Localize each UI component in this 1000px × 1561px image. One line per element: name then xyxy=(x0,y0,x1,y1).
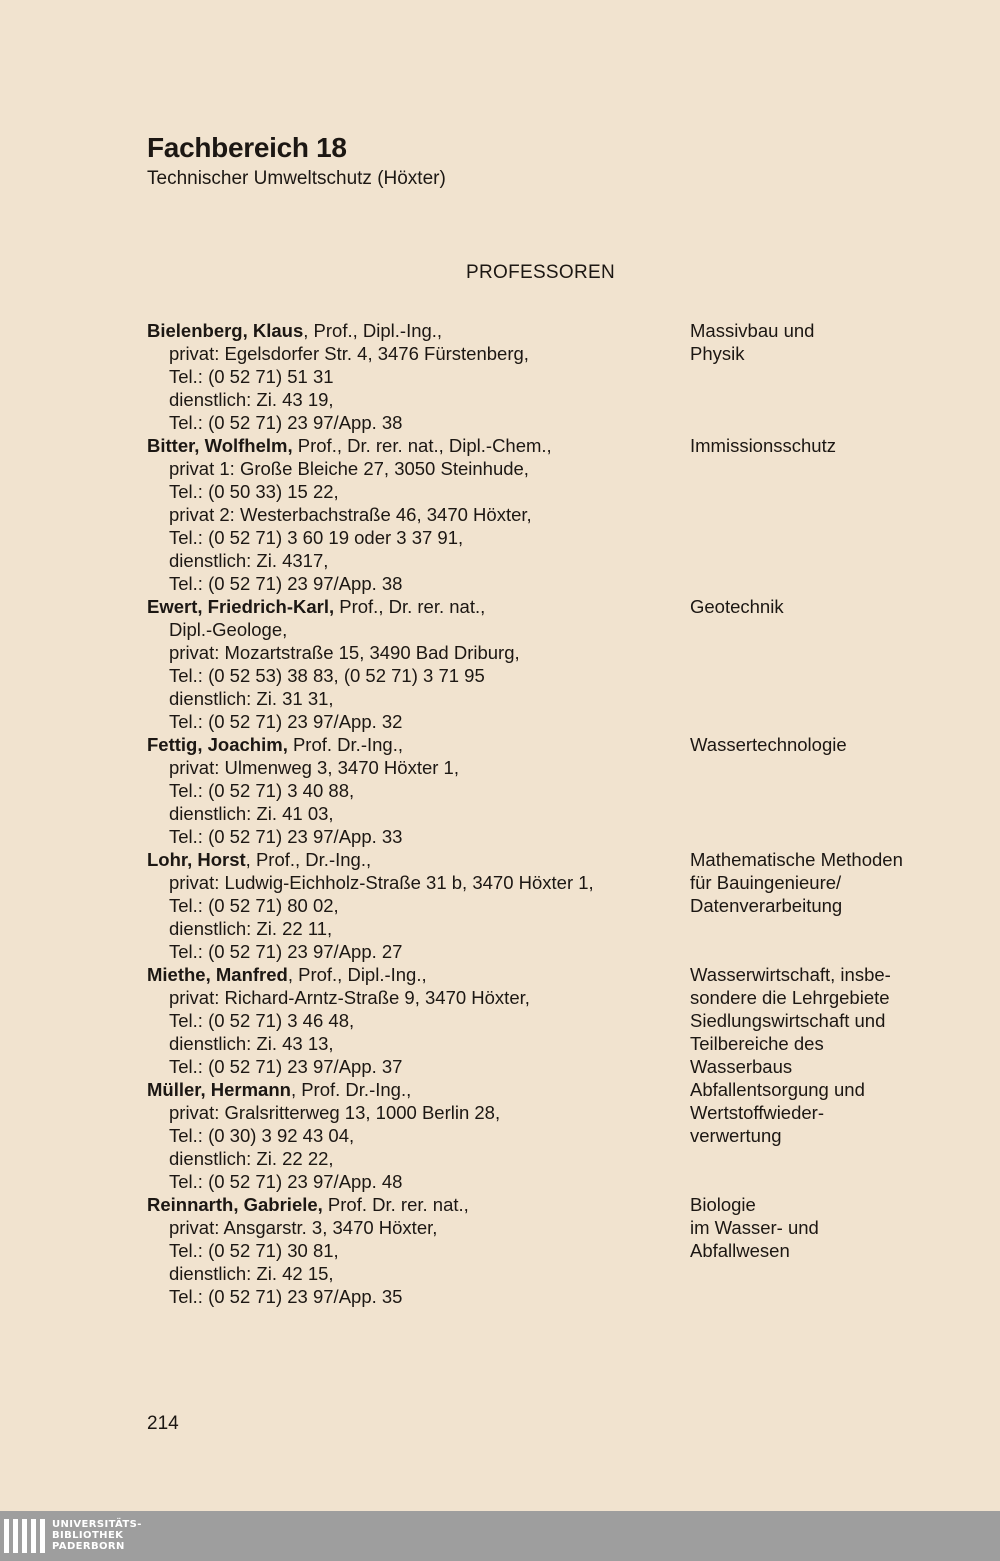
contact-line: Tel.: (0 52 71) 23 97/App. 38 xyxy=(169,573,403,594)
professor-name-line xyxy=(147,595,690,618)
faculty-subtitle: Technischer Umweltschutz (Höxter) xyxy=(147,168,446,189)
contact-line: Tel.: (0 52 71) 51 31 xyxy=(169,366,334,387)
professor-name: Bitter, Wolfhelm, xyxy=(147,435,293,456)
professor-given-name: , Klaus xyxy=(242,320,304,341)
professor-title: Prof., Dr. rer. nat., Dipl.-Chem., xyxy=(292,435,552,456)
subject-area xyxy=(690,848,935,963)
professor-list xyxy=(147,319,937,1308)
professor-name: Miethe, Manfred xyxy=(147,964,288,985)
professor-entry xyxy=(147,1193,937,1308)
subject-line: verwertung xyxy=(690,1125,782,1146)
contact-line: Tel.: (0 52 71) 30 81, xyxy=(169,1240,339,1261)
professor-title: , Prof., Dipl.-Ing., xyxy=(303,320,443,341)
contact-line: privat: Mozartstraße 15, 3490 Bad Driburg, xyxy=(169,642,520,663)
contact-line: dienstlich: Zi. 41 03, xyxy=(169,803,334,824)
subject-line: Biologie xyxy=(690,1194,756,1215)
professor-name-line xyxy=(147,733,690,756)
contact-line: Tel.: (0 50 33) 15 22, xyxy=(169,481,339,502)
professor-details xyxy=(147,1193,690,1308)
subject-area xyxy=(690,1078,935,1193)
contact-line: dienstlich: Zi. 22 11, xyxy=(169,918,333,939)
contact-line: Tel.: (0 52 53) 38 83, (0 52 71) 3 71 95 xyxy=(169,665,485,686)
professor-name-line xyxy=(147,963,690,986)
contact-line: Tel.: (0 30) 3 92 43 04, xyxy=(169,1125,355,1146)
page-number: 214 xyxy=(147,1413,179,1434)
library-footer xyxy=(0,1511,1000,1561)
contact-line: Tel.: (0 52 71) 23 97/App. 32 xyxy=(169,711,403,732)
contact-line: privat: Ludwig-Eichholz-Straße 31 b, 3470 Höxter 1, xyxy=(169,872,594,893)
subject-line: Teilbereiche des xyxy=(690,1033,824,1054)
contact-line: Tel.: (0 52 71) 23 97/App. 35 xyxy=(169,1286,403,1307)
contact-line: privat: Gralsritterweg 13, 1000 Berlin 28, xyxy=(169,1102,501,1123)
professor-entry xyxy=(147,319,937,434)
professor-name-line xyxy=(147,434,690,457)
subject-line: Siedlungswirtschaft und xyxy=(690,1010,886,1031)
subject-line: Wertstoffwieder- xyxy=(690,1102,824,1123)
professor-name: Reinnarth, Gabriele, xyxy=(147,1194,323,1215)
professor-name: Fettig, Joachim, xyxy=(147,734,288,755)
professor-title: Prof., Dr. rer. nat., xyxy=(334,596,486,617)
faculty-heading xyxy=(147,130,446,191)
subject-area xyxy=(690,319,935,434)
professor-entry xyxy=(147,434,937,595)
professor-details xyxy=(147,434,690,595)
contact-line: Tel.: (0 52 71) 23 97/App. 37 xyxy=(169,1056,403,1077)
subject-line: Wasserwirtschaft, insbe- xyxy=(690,964,891,985)
contact-line: privat: Ansgarstr. 3, 3470 Höxter, xyxy=(169,1217,438,1238)
contact-line: Tel.: (0 52 71) 80 02, xyxy=(169,895,339,916)
contact-line: privat: Egelsdorfer Str. 4, 3476 Fürstenberg, xyxy=(169,343,529,364)
contact-line: privat 2: Westerbachstraße 46, 3470 Höxter, xyxy=(169,504,532,525)
professor-name: Bielenberg xyxy=(147,320,243,341)
subject-line: Geotechnik xyxy=(690,596,784,617)
contact-line: Tel.: (0 52 71) 23 97/App. 48 xyxy=(169,1171,403,1192)
contact-line: Tel.: (0 52 71) 3 60 19 oder 3 37 91, xyxy=(169,527,464,548)
contact-line: Tel.: (0 52 71) 3 46 48, xyxy=(169,1010,355,1031)
contact-line: privat: Richard-Arntz-Straße 9, 3470 Höxter, xyxy=(169,987,530,1008)
professor-entry xyxy=(147,963,937,1078)
subject-area xyxy=(690,963,935,1078)
contact-line: Tel.: (0 52 71) 23 97/App. 33 xyxy=(169,826,403,847)
professor-name: Müller, Hermann xyxy=(147,1079,291,1100)
subject-line: Massivbau und xyxy=(690,320,815,341)
professor-entry xyxy=(147,1078,937,1193)
subject-line: für Bauingenieure/ xyxy=(690,872,842,893)
contact-line: Dipl.-Geologe, xyxy=(169,619,288,640)
professor-name-line xyxy=(147,848,690,871)
subject-line: Abfallentsorgung und xyxy=(690,1079,865,1100)
subject-line: Immissionsschutz xyxy=(690,435,836,456)
contact-line: dienstlich: Zi. 31 31, xyxy=(169,688,334,709)
professor-entry xyxy=(147,733,937,848)
professor-details xyxy=(147,319,690,434)
subject-line: Physik xyxy=(690,343,745,364)
subject-line: Wasserbaus xyxy=(690,1056,793,1077)
professor-entry xyxy=(147,595,937,733)
professor-title: Prof. Dr.-Ing., xyxy=(287,734,403,755)
professor-details xyxy=(147,1078,690,1193)
professor-name-line xyxy=(147,1193,690,1216)
professor-name: Ewert, Friedrich-Karl, xyxy=(147,596,335,617)
faculty-title: Fachbereich 18 xyxy=(147,132,347,163)
professor-name-line xyxy=(147,1078,690,1101)
professor-entry xyxy=(147,848,937,963)
subject-line: im Wasser- und xyxy=(690,1217,819,1238)
subject-area xyxy=(690,434,935,595)
subject-line: Mathematische Methoden xyxy=(690,849,903,870)
professor-details xyxy=(147,595,690,733)
professor-name: Lohr, Horst xyxy=(147,849,246,870)
professor-title: Prof. Dr. rer. nat., xyxy=(322,1194,469,1215)
subject-area xyxy=(690,733,935,848)
professor-details xyxy=(147,963,690,1078)
subject-line: Datenverarbeitung xyxy=(690,895,843,916)
subject-area xyxy=(690,595,935,733)
subject-line: sondere die Lehrgebiete xyxy=(690,987,890,1008)
contact-line: dienstlich: Zi. 22 22, xyxy=(169,1148,334,1169)
contact-line: dienstlich: Zi. 43 13, xyxy=(169,1033,334,1054)
contact-line: Tel.: (0 52 71) 23 97/App. 38 xyxy=(169,412,403,433)
professor-title: , Prof., Dr.-Ing., xyxy=(245,849,372,870)
library-logo-icon xyxy=(4,1519,45,1553)
contact-line: dienstlich: Zi. 4317, xyxy=(169,550,329,571)
contact-line: dienstlich: Zi. 43 19, xyxy=(169,389,334,410)
professor-name-line xyxy=(147,319,690,342)
subject-area xyxy=(690,1193,935,1308)
contact-line: dienstlich: Zi. 42 15, xyxy=(169,1263,334,1284)
professor-title: , Prof. Dr.-Ing., xyxy=(290,1079,412,1100)
professor-details xyxy=(147,733,690,848)
section-title: PROFESSOREN xyxy=(466,262,615,283)
contact-line: Tel.: (0 52 71) 23 97/App. 27 xyxy=(169,941,403,962)
professor-title: , Prof., Dipl.-Ing., xyxy=(287,964,427,985)
library-logo-text: UNIVERSITÄTS- BIBLIOTHEK PADERBORN xyxy=(52,1519,142,1552)
contact-line: privat: Ulmenweg 3, 3470 Höxter 1, xyxy=(169,757,459,778)
professor-details xyxy=(147,848,690,963)
subject-line: Wassertechnologie xyxy=(690,734,847,755)
contact-line: Tel.: (0 52 71) 3 40 88, xyxy=(169,780,355,801)
contact-line: privat 1: Große Bleiche 27, 3050 Steinhude, xyxy=(169,458,529,479)
subject-line: Abfallwesen xyxy=(690,1240,790,1261)
